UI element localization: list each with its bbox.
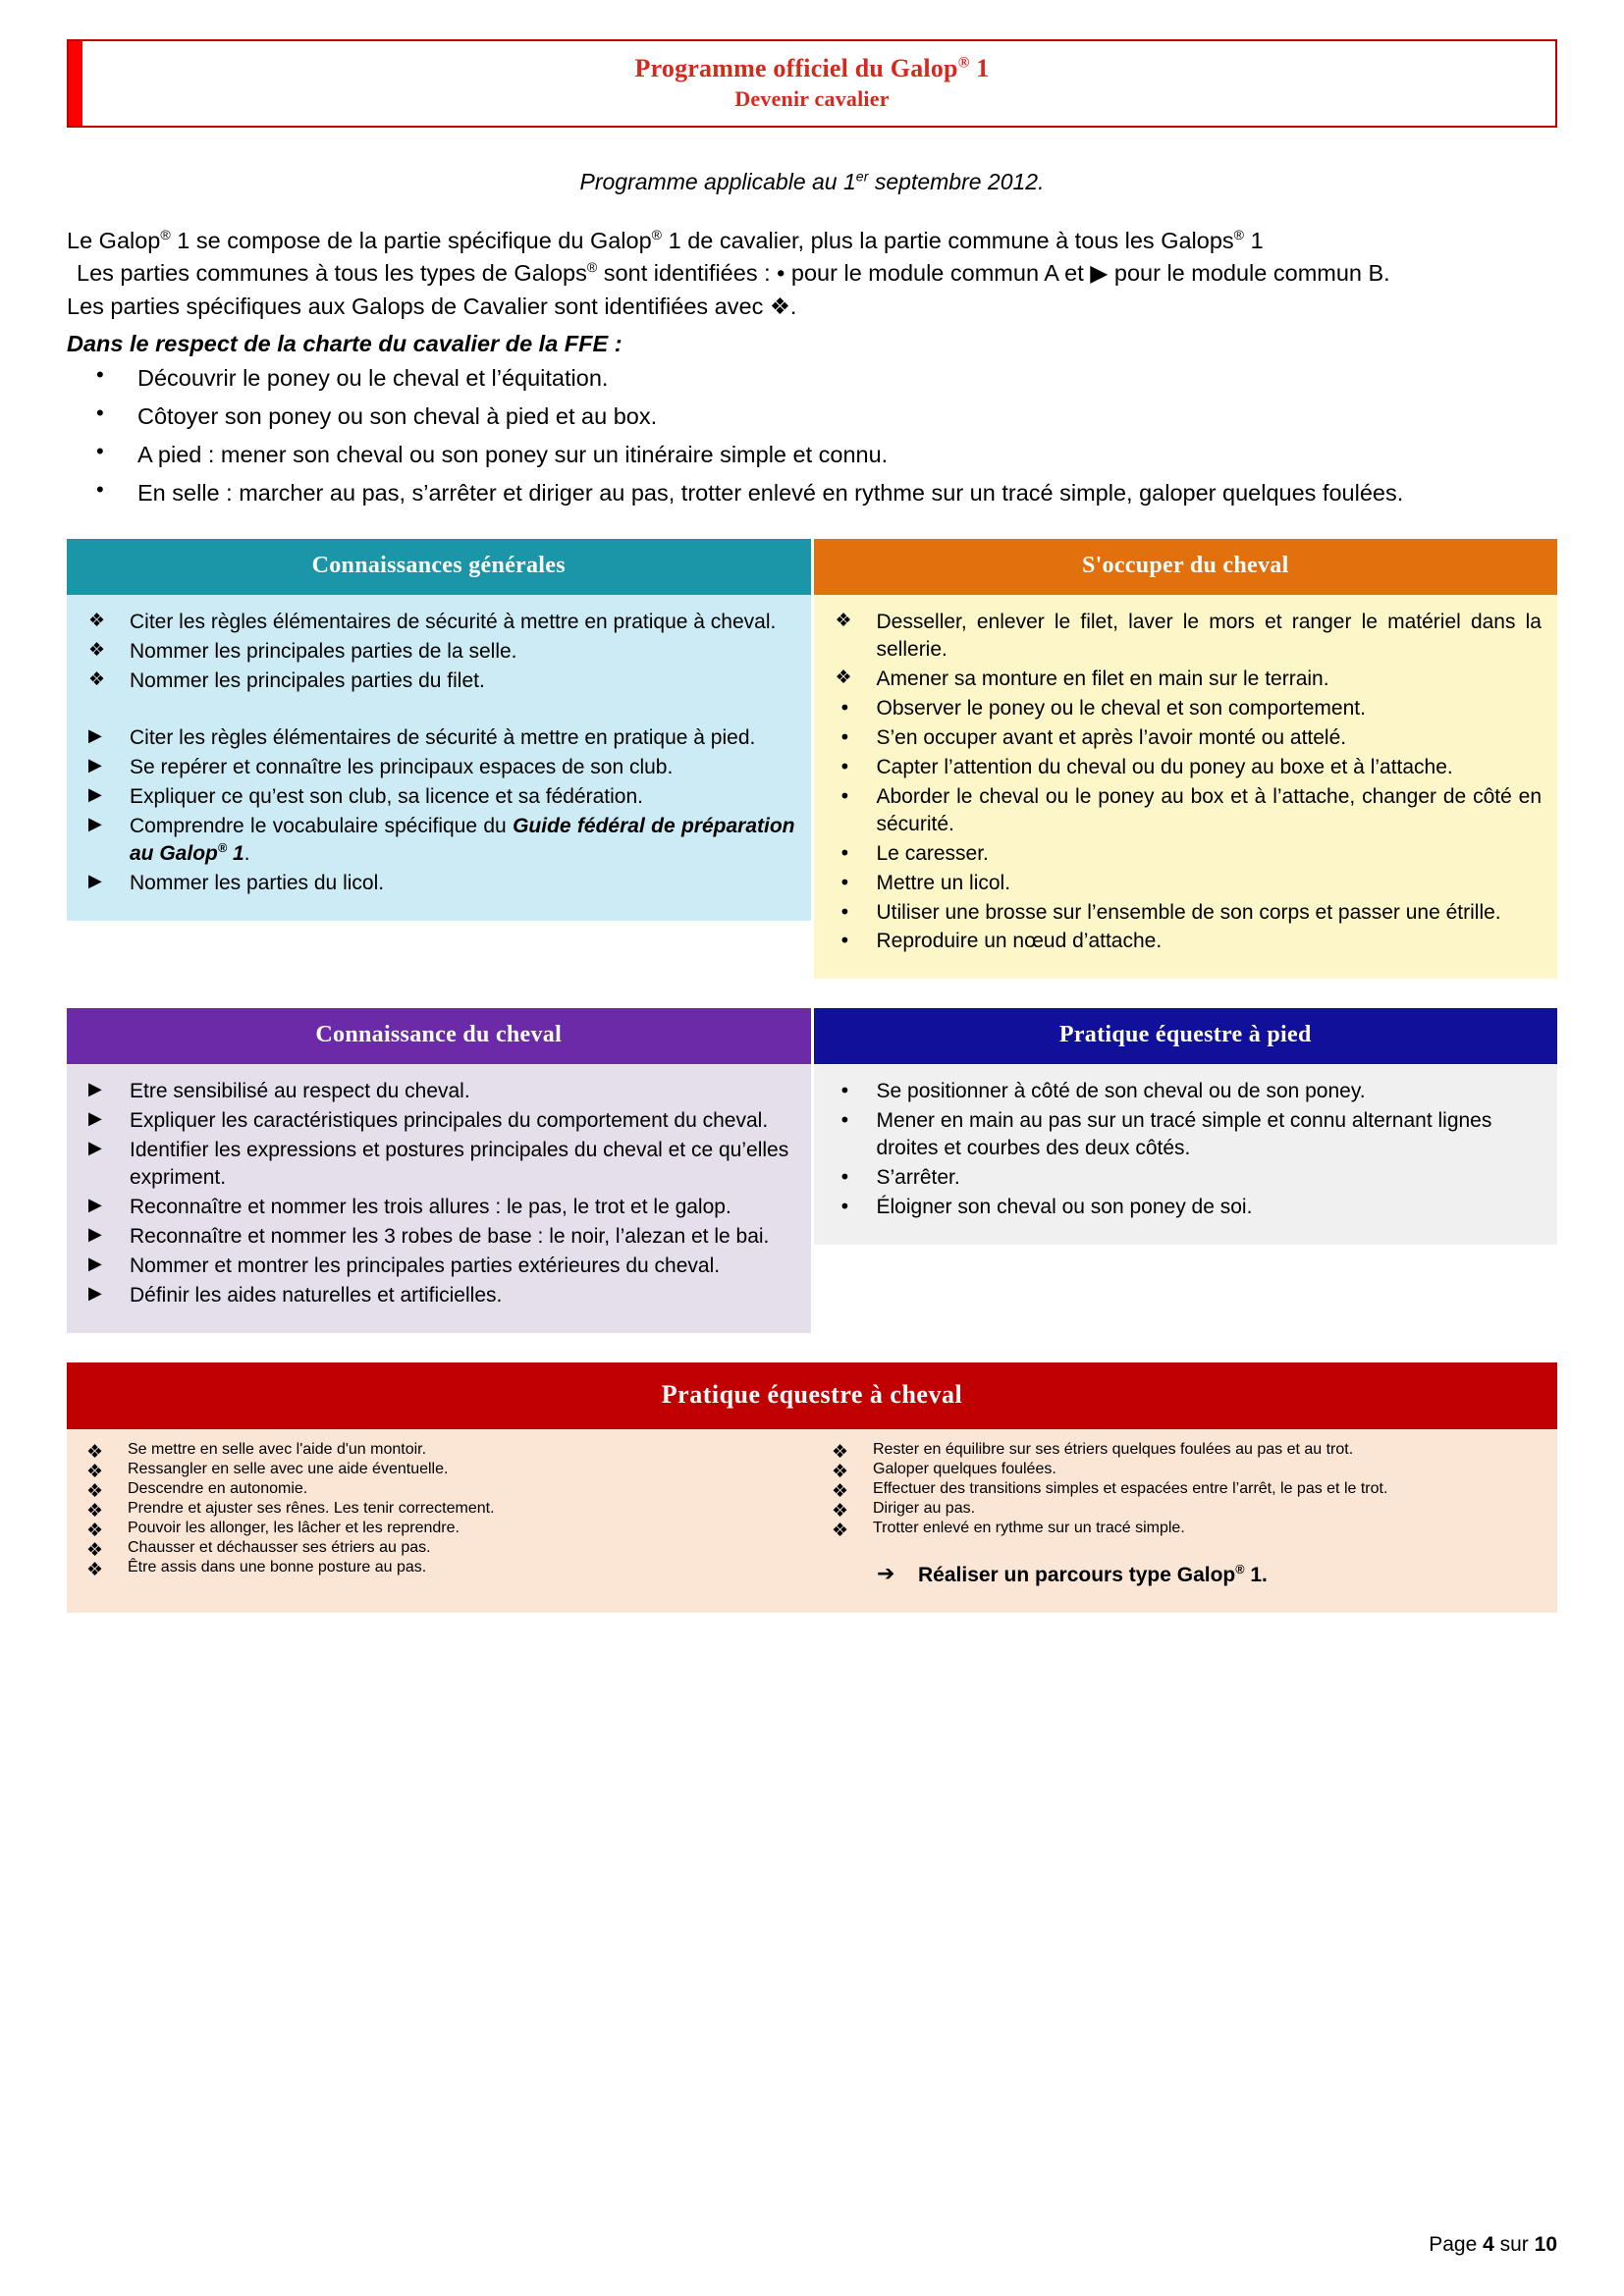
list-item-text: Capter l’attention du cheval ou du poney au boxe et à l’attache.	[876, 755, 1453, 778]
list-item	[77, 1253, 795, 1280]
dot-bullet-icon: •	[839, 1165, 851, 1190]
dot-bullet-icon: •	[839, 783, 851, 808]
list-item-text: Nommer et montrer les principales parties extérieures du cheval.	[130, 1254, 721, 1277]
items-list-pratique-cheval-right	[820, 1440, 1543, 1541]
list-item-text: Utiliser une brosse sur l’ensemble de son corps et passer une étrille.	[876, 900, 1501, 924]
diamond-bullet-icon: ❖	[86, 1538, 104, 1561]
diamond-bullet-icon: ❖	[832, 1479, 849, 1502]
list-item-text: Reproduire un nœud d’attache.	[876, 930, 1163, 953]
list-item-text: Reconnaître et nommer les 3 robes de base : le noir, l’alezan et le bai.	[130, 1225, 770, 1248]
diamond-bullet-icon: ❖	[835, 667, 852, 689]
list-item-text: Se repérer et connaître les principaux espaces de son club.	[130, 756, 674, 779]
list-item	[77, 609, 795, 636]
arrow-objective-line	[820, 1563, 1543, 1587]
list-item-text: Être assis dans une bonne posture au pas.	[128, 1558, 427, 1575]
section-soccuper-du-cheval	[814, 539, 1558, 979]
diamond-bullet-icon: ❖	[86, 1558, 104, 1580]
list-item	[75, 1538, 798, 1561]
items-list-connaissances-generales	[77, 609, 795, 896]
list-item	[77, 783, 795, 811]
list-item-text: Pouvoir les allonger, les lâcher et les reprendre.	[128, 1519, 460, 1536]
dot-bullet-icon: •	[839, 1195, 851, 1219]
list-item	[77, 754, 795, 781]
triangle-bullet-icon: ▶	[88, 755, 102, 776]
list-spacer	[77, 697, 795, 722]
subtitle-ordinal: er	[855, 169, 869, 186]
section-title-connaissance-du-cheval: Connaissance du cheval	[67, 1008, 811, 1064]
list-item-text: Descendre en autonomie.	[128, 1479, 308, 1497]
list-item: • Côtoyer son poney ou son cheval à pied et au box.	[67, 400, 1557, 433]
list-item	[75, 1440, 798, 1463]
list-item-text: Desseller, enlever le filet, laver le mors et ranger le matériel dans la sellerie.	[876, 611, 1542, 662]
list-item: • En selle : marcher au pas, s’arrêter et diriger au pas, trotter enlevé en rythme sur un tracé simple, galoper quelques foulées.	[67, 476, 1557, 509]
section-connaissances-generales	[67, 539, 811, 979]
subtitle-prefix: Programme applicable au 1	[579, 169, 856, 194]
triangle-bullet-icon: ▶	[88, 813, 102, 834]
list-item-text: Galoper quelques foulées.	[873, 1460, 1056, 1477]
list-item-text: Observer le poney ou le cheval et son comportement.	[876, 697, 1366, 721]
list-item-text: Etre sensibilisé au respect du cheval.	[130, 1080, 470, 1103]
triangle-bullet-icon: ▶	[88, 1282, 102, 1304]
triangle-bullet-icon: ▶	[88, 725, 102, 747]
list-item-text: Nommer les principales parties du filet.	[130, 669, 485, 693]
items-list-pratique-cheval-left	[75, 1440, 798, 1580]
section-body-connaissances-generales	[67, 595, 811, 920]
section-body-connaissance-du-cheval	[67, 1064, 811, 1332]
list-item	[75, 1479, 798, 1502]
list-item	[820, 1499, 1543, 1522]
list-item-text: S’en occuper avant et après l’avoir monté ou attelé.	[876, 726, 1347, 750]
list-item-text: Diriger au pas.	[873, 1499, 976, 1517]
list-item-text: Reconnaître et nommer les trois allures : le pas, le trot et le galop.	[130, 1196, 731, 1219]
list-item-text: S’arrêter.	[876, 1166, 960, 1190]
list-item	[824, 899, 1543, 927]
list-item	[824, 1164, 1543, 1192]
dot-bullet-icon: •	[839, 929, 851, 953]
footer-page-total: 10	[1534, 2233, 1557, 2256]
diamond-bullet-icon: ❖	[86, 1479, 104, 1502]
list-item	[824, 840, 1543, 868]
list-item	[77, 1223, 795, 1251]
list-item-text: Citer les règles élémentaires de sécurité à mettre en pratique à pied.	[130, 726, 756, 750]
diamond-bullet-icon: ❖	[86, 1499, 104, 1522]
list-item	[824, 1194, 1543, 1221]
list-item	[77, 1137, 795, 1192]
list-item	[75, 1519, 798, 1541]
list-item-text: Le caresser.	[876, 841, 989, 865]
list-item	[824, 609, 1543, 664]
list-item	[77, 667, 795, 695]
triangle-bullet-icon: ▶	[88, 1079, 102, 1100]
list-item-text: Citer les règles élémentaires de sécurité à mettre en pratique à cheval.	[130, 611, 777, 634]
intro-line-2: Les parties communes à tous les types de Galops® sont identifiées : • pour le module commun A et ▶ pour le module commun B.	[77, 259, 1390, 287]
diamond-bullet-icon: ❖	[832, 1519, 849, 1541]
list-item-text: Mettre un licol.	[876, 871, 1011, 894]
items-list-pratique-equestre-a-pied	[824, 1078, 1543, 1221]
dot-bullet-icon: •	[839, 870, 851, 894]
section-connaissance-du-cheval	[67, 1008, 811, 1332]
arrow-objective-text: Réaliser un parcours type Galop® 1.	[918, 1562, 1268, 1586]
list-item	[824, 724, 1543, 752]
diamond-bullet-icon: ❖	[88, 610, 106, 632]
footer-page-number: 4	[1483, 2233, 1494, 2256]
applicability-date	[67, 169, 1557, 195]
list-item-text: Amener sa monture en filet en main sur le terrain.	[876, 667, 1329, 691]
intro-paragraphs	[67, 225, 1557, 323]
list-item-text: Définir les aides naturelles et artificielles.	[130, 1283, 503, 1307]
triangle-bullet-icon: ▶	[88, 1108, 102, 1130]
list-item	[77, 724, 795, 752]
list-item	[77, 813, 795, 868]
diamond-bullet-icon: ❖	[832, 1460, 849, 1482]
list-item	[824, 754, 1543, 781]
section-block-2	[67, 1008, 1557, 1332]
items-list-connaissance-du-cheval	[77, 1078, 795, 1308]
dot-bullet-icon: •	[839, 754, 851, 778]
dot-bullet-icon: •	[839, 1079, 851, 1103]
list-item	[820, 1479, 1543, 1502]
list-item-text: Éloigner son cheval ou son poney de soi.	[876, 1196, 1253, 1219]
section-title-pratique-equestre-a-cheval: Pratique équestre à cheval	[67, 1362, 1557, 1429]
document-title-line1: Programme officiel du Galop® 1	[634, 54, 990, 82]
section-body-pratique-equestre-a-cheval	[67, 1429, 1557, 1613]
list-item-text: Se mettre en selle avec l'aide d'un montoir.	[128, 1440, 427, 1458]
list-item	[77, 1107, 795, 1135]
triangle-bullet-icon: ▶	[88, 870, 102, 891]
list-item	[77, 1078, 795, 1105]
list-item	[820, 1519, 1543, 1541]
diamond-bullet-icon: ❖	[835, 610, 852, 632]
list-item-text: Chausser et déchausser ses étriers au pas.	[128, 1538, 431, 1556]
diamond-bullet-icon: ❖	[86, 1440, 104, 1463]
list-item-text: Expliquer ce qu’est son club, sa licence et sa fédération.	[130, 784, 643, 808]
intro-line-3: Les parties spécifiques aux Galops de Cavalier sont identifiées avec ❖.	[67, 293, 797, 319]
list-item	[77, 1194, 795, 1221]
footer-page-prefix: Page	[1429, 2233, 1484, 2256]
dot-bullet-icon: •	[839, 899, 851, 924]
list-item-text: Trotter enlevé en rythme sur un tracé simple.	[873, 1519, 1185, 1536]
list-item: • A pied : mener son cheval ou son poney sur un itinéraire simple et connu.	[67, 438, 1557, 471]
list-item	[75, 1499, 798, 1522]
diamond-bullet-icon: ❖	[832, 1499, 849, 1522]
section-body-soccuper-du-cheval	[814, 595, 1558, 979]
list-item-text: Se positionner à côté de son cheval ou de son poney.	[876, 1080, 1366, 1103]
list-item-text: Prendre et ajuster ses rênes. Les tenir correctement.	[128, 1499, 495, 1517]
diamond-bullet-icon: ❖	[86, 1519, 104, 1541]
document-title-line2: Devenir cavalier	[734, 85, 890, 111]
triangle-bullet-icon: ▶	[88, 783, 102, 805]
title-banner	[67, 39, 1557, 128]
arrow-right-icon: ➔	[877, 1561, 895, 1586]
list-item	[77, 1282, 795, 1309]
dot-bullet-icon: •	[839, 840, 851, 865]
pratique-cheval-right-column	[812, 1441, 1557, 1587]
diamond-bullet-icon: ❖	[88, 639, 106, 662]
list-item-text: Nommer les principales parties de la selle.	[130, 640, 517, 664]
diamond-bullet-icon: ❖	[86, 1460, 104, 1482]
list-item-text: Mener en main au pas sur un tracé simple et connu alternant lignes droites et courbes des deux côtés.	[876, 1109, 1492, 1160]
list-item-text: Ressangler en selle avec une aide éventuelle.	[128, 1460, 449, 1477]
list-item-text: Rester en équilibre sur ses étriers quelques foulées au pas et au trot.	[873, 1440, 1354, 1458]
list-item-text: Nommer les parties du licol.	[130, 871, 385, 894]
list-item	[75, 1460, 798, 1482]
dot-bullet-icon: •	[839, 696, 851, 721]
list-item	[820, 1440, 1543, 1463]
section-pratique-equestre-a-cheval	[67, 1362, 1557, 1613]
list-item	[824, 928, 1543, 955]
section-title-connaissances-generales: Connaissances générales	[67, 539, 811, 595]
list-item	[824, 783, 1543, 838]
section-pratique-equestre-a-pied	[814, 1008, 1558, 1332]
list-item: • Découvrir le poney ou le cheval et l’équitation.	[67, 361, 1557, 395]
list-item-text: Aborder le cheval ou le poney au box et à l’attache, changer de côté en sécurité.	[876, 784, 1542, 835]
dot-bullet-icon: •	[839, 725, 851, 750]
diamond-bullet-icon: ❖	[88, 668, 106, 691]
list-item	[824, 695, 1543, 722]
section-block-1	[67, 539, 1557, 979]
list-item	[75, 1558, 798, 1580]
triangle-bullet-icon: ▶	[88, 1224, 102, 1245]
intro-line-1: Le Galop® 1 se compose de la partie spécifique du Galop® 1 de cavalier, plus la partie commune à tous les Galops® 1	[67, 227, 1264, 253]
section-body-pratique-equestre-a-pied	[814, 1064, 1558, 1245]
triangle-bullet-icon: ▶	[88, 1195, 102, 1216]
intro-bullet-list	[67, 361, 1557, 509]
triangle-bullet-icon: ▶	[88, 1138, 102, 1159]
list-item	[77, 870, 795, 897]
subtitle-suffix: septembre 2012.	[868, 169, 1045, 194]
list-item-text: Expliquer les caractéristiques principales du comportement du cheval.	[130, 1109, 769, 1133]
list-item	[824, 1107, 1543, 1162]
page-content	[67, 39, 1557, 1613]
list-item-text: Effectuer des transitions simples et espacées entre l’arrêt, le pas et le trot.	[873, 1479, 1388, 1497]
list-item	[820, 1460, 1543, 1482]
footer-page-middle: sur	[1493, 2233, 1535, 2256]
charte-heading: Dans le respect de la charte du cavalier de la FFE :	[67, 331, 623, 357]
items-list-soccuper-du-cheval	[824, 609, 1543, 955]
list-item	[824, 870, 1543, 897]
list-item	[824, 666, 1543, 693]
section-title-soccuper-du-cheval: S'occuper du cheval	[814, 539, 1558, 595]
list-item	[77, 638, 795, 666]
page-footer	[1429, 2233, 1557, 2257]
list-item-text: Identifier les expressions et postures principales du cheval et ce qu’elles expriment.	[130, 1139, 789, 1190]
diamond-bullet-icon: ❖	[832, 1440, 849, 1463]
dot-bullet-icon: •	[839, 1108, 851, 1133]
list-item-text: Comprendre le vocabulaire spécifique du Guide fédéral de préparation au Galop® 1.	[130, 814, 795, 865]
triangle-bullet-icon: ▶	[88, 1253, 102, 1274]
pratique-cheval-left-column	[67, 1441, 812, 1587]
list-item	[824, 1078, 1543, 1105]
section-title-pratique-equestre-a-pied: Pratique équestre à pied	[814, 1008, 1558, 1064]
